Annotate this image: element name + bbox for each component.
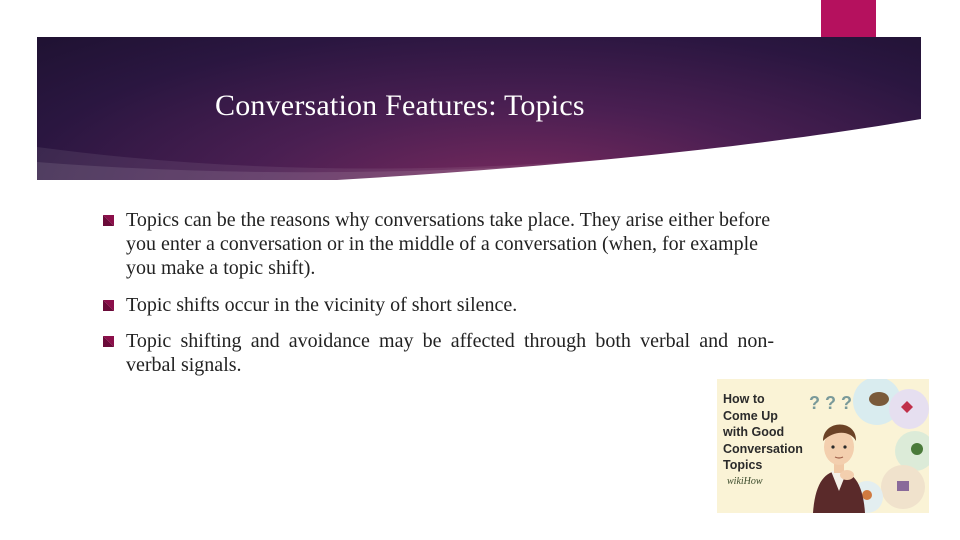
bullet-list: [102, 208, 774, 377]
illustration-heading: [723, 391, 803, 474]
bullet-text: Topic shifting and avoidance may be affected through both verbal and non-verbal signals.: [126, 330, 774, 376]
illustration-line: How to: [723, 392, 765, 406]
question-marks: ? ? ?: [809, 393, 852, 413]
list-item: [102, 208, 774, 280]
illustration-line: Conversation: [723, 441, 803, 456]
bullet-text: Topics can be the reasons why conversations take place. They arise either before you enter a conversation or in the middle of a conversation (when, for example you make a topic shift).: [126, 209, 771, 279]
bullet-icon: [102, 335, 115, 348]
wikihow-logo: wikiHow: [727, 476, 763, 487]
list-item: [102, 329, 774, 377]
list-item: [102, 293, 774, 317]
illustration-line: Come Up: [723, 408, 778, 423]
illustration-line: Topics: [723, 458, 763, 472]
bullet-icon: [102, 214, 115, 227]
wikihow-illustration: [717, 379, 929, 513]
illustration-line: with Good: [723, 425, 785, 439]
slide-title: Conversation Features: Topics: [215, 89, 585, 122]
bullet-icon: [102, 299, 115, 312]
bullet-text: Topic shifts occur in the vicinity of short silence.: [126, 294, 518, 316]
